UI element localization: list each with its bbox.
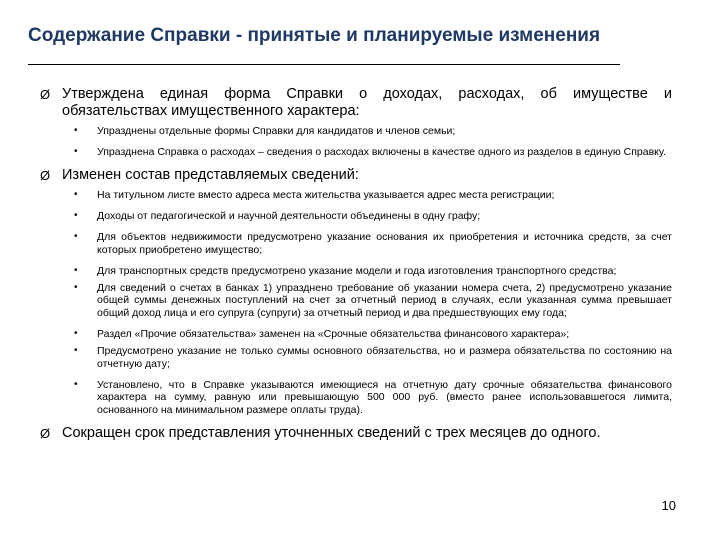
sub-item	[40, 231, 672, 256]
main-point	[40, 86, 672, 120]
sub-item-text: Предусмотрено указание не только суммы основного обязательства, но и размера обязательства по состоянию на отчетную дату;	[97, 345, 672, 370]
sub-item-text: Упразднена Справка о расходах – сведения о расходах включены в качестве одного из разделов в единую Справку.	[97, 146, 666, 159]
page-number: 10	[661, 498, 676, 513]
sub-item-text: Для сведений о счетах в банках 1) упразднено требование об указании номера счета, 2) предусмотрено указание общей суммы денежных поступлений на счет за отчетный период в случаях, если указанная сумма превышает общий доход лица и его супруга (супруги) за отчетный период и два предшествующих ему года;	[97, 281, 672, 319]
sub-item	[40, 282, 672, 320]
bullet-icon: •	[74, 328, 78, 340]
sub-item-text: На титульном листе вместо адреса места жительства указывается адрес места регистрации;	[97, 189, 555, 202]
main-point-text: Утверждена единая форма Справки о доходах, расходах, об имуществе и обязательствах имущественного характера:	[62, 86, 672, 119]
bullet-icon: •	[74, 378, 78, 390]
sub-item	[40, 146, 672, 159]
sub-item	[40, 265, 672, 278]
bullet-icon: •	[74, 210, 78, 222]
arrow-bullet-icon: Ø	[40, 87, 51, 102]
main-point	[40, 167, 672, 184]
sub-item	[40, 328, 672, 341]
main-point-text: Изменен состав представляемых сведений:	[62, 167, 359, 184]
sub-item-text: Установлено, что в Справке указываются имеющиеся на отчетную дату срочные обязательства финансового характера на сумму, равную или превышающую 500 000 руб. (вместо ранее использовавшегося лимита, основанного на минимальном размере оплаты труда).	[97, 378, 672, 416]
sub-item-text: Для транспортных средств предусмотрено указание модели и года изготовления транспортного средства;	[97, 264, 617, 277]
slide-content	[40, 86, 672, 442]
sub-item	[40, 189, 672, 202]
bullet-icon: •	[74, 189, 78, 201]
arrow-bullet-icon: Ø	[40, 425, 51, 441]
bullet-icon: •	[74, 281, 78, 293]
bullet-icon: •	[74, 345, 78, 357]
bullet-icon: •	[74, 264, 78, 276]
title-underline	[28, 64, 620, 65]
arrow-bullet-icon: Ø	[40, 168, 51, 184]
sub-item-text: Для объектов недвижимости предусмотрено указание основания их приобретения и источника средств, за счет которых приобретено имущество;	[97, 231, 672, 256]
sub-item	[40, 125, 672, 138]
sub-item-text: Раздел «Прочие обязательства» заменен на «Срочные обязательства финансового характера»;	[97, 328, 570, 341]
sub-item	[40, 210, 672, 223]
bullet-icon: •	[74, 231, 78, 243]
sub-item	[40, 345, 672, 370]
slide-title: Содержание Справки - принятые и планируемые изменения	[28, 25, 601, 46]
main-point	[40, 425, 672, 442]
sub-list	[40, 125, 672, 159]
sub-item-text: Доходы от педагогической и научной деятельности объединены в одну графу;	[97, 210, 481, 223]
main-point-text: Сокращен срок представления уточненных сведений с трех месяцев до одного.	[62, 424, 601, 441]
bullet-icon: •	[74, 146, 78, 158]
sub-item	[40, 379, 672, 417]
sub-item-text: Упразднены отдельные формы Справки для кандидатов и членов семьи;	[97, 125, 456, 137]
sub-list	[40, 189, 672, 416]
bullet-icon: •	[74, 125, 78, 136]
